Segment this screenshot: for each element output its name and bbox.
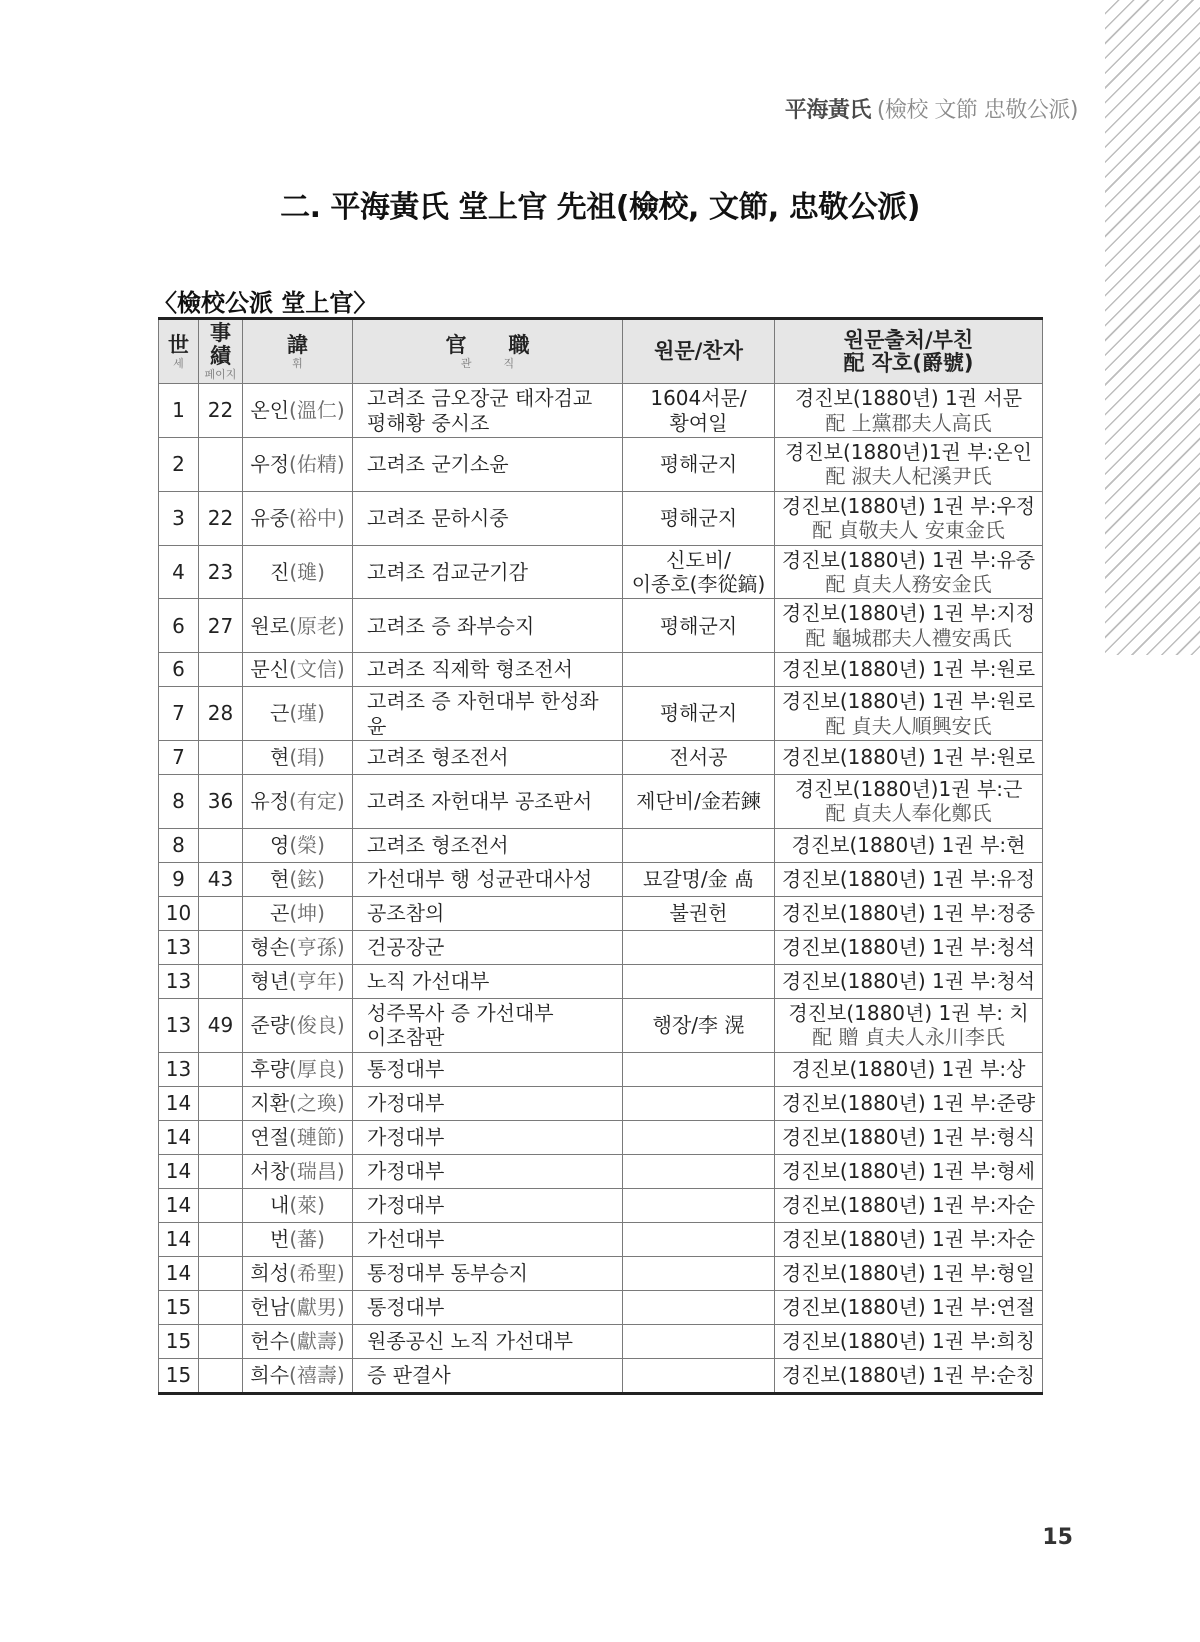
cell-generation: 2 xyxy=(159,438,199,492)
name-hangul: 준량 xyxy=(250,1012,290,1037)
name-hangul: 현 xyxy=(270,745,290,770)
source-text: 경진보(1880년) 1권 부:정중 xyxy=(781,901,1036,926)
cell-generation: 7 xyxy=(159,687,199,741)
table-row xyxy=(159,545,1043,599)
name-hanja: (之瑍) xyxy=(289,1090,345,1115)
cell-office: 가정대부 xyxy=(353,1120,623,1154)
cell-page: 49 xyxy=(199,998,243,1052)
cell-page xyxy=(199,896,243,930)
source-text: 경진보(1880년) 1권 부: 치 xyxy=(788,1000,1029,1025)
table-row xyxy=(159,896,1043,930)
cell-office: 통정대부 동부승지 xyxy=(353,1256,623,1290)
source-text: 경진보(1880년) 1권 부:상 xyxy=(791,1056,1026,1081)
name-hanja: (獻壽) xyxy=(289,1328,345,1353)
cell-source xyxy=(775,599,1043,653)
cell-office: 고려조 직제학 형조전서 xyxy=(353,653,623,687)
name-hanja: (亨年) xyxy=(289,969,345,994)
name-hangul: 영 xyxy=(270,833,290,858)
cell-generation: 6 xyxy=(159,653,199,687)
table-row xyxy=(159,491,1043,545)
name-hanja: (俊良) xyxy=(289,1012,345,1037)
source-text: 경진보(1880년) 1권 부:청석 xyxy=(781,969,1036,994)
cell-page xyxy=(199,1290,243,1324)
name-hanja: (獻男) xyxy=(289,1294,345,1319)
name-hanja: (璡) xyxy=(289,559,325,584)
cell-generation: 8 xyxy=(159,774,199,828)
source-text: 경진보(1880년)1권 부:근 xyxy=(794,776,1023,801)
cell-author: 평해군지 xyxy=(623,491,775,545)
name-hanja: (榮) xyxy=(289,833,325,858)
cell-source xyxy=(775,687,1043,741)
cell-name xyxy=(243,1290,353,1324)
cell-source xyxy=(775,1154,1043,1188)
name-hanja: (鉉) xyxy=(289,867,325,892)
cell-author xyxy=(623,1222,775,1256)
source-text: 경진보(1880년)1권 부:온인 xyxy=(785,440,1032,465)
cell-generation: 4 xyxy=(159,545,199,599)
source-text: 경진보(1880년) 1권 부:형식 xyxy=(781,1124,1036,1149)
cell-name xyxy=(243,491,353,545)
genealogy-table-container xyxy=(158,317,1042,1395)
page-title: 二. 平海黃氏 堂上官 先祖(檢校, 文節, 忠敬公派) xyxy=(280,190,920,225)
name-hangul: 우정 xyxy=(250,452,290,477)
table-row xyxy=(159,1086,1043,1120)
cell-name xyxy=(243,1358,353,1393)
table-row xyxy=(159,930,1043,964)
name-hanja: (原老) xyxy=(289,613,345,638)
cell-source xyxy=(775,653,1043,687)
source-text: 경진보(1880년) 1권 부:유중 xyxy=(781,547,1036,572)
name-hangul: 문신 xyxy=(250,657,290,682)
cell-page xyxy=(199,1324,243,1358)
cell-generation: 14 xyxy=(159,1256,199,1290)
cell-name xyxy=(243,828,353,862)
cell-source xyxy=(775,896,1043,930)
cell-page xyxy=(199,828,243,862)
cell-page xyxy=(199,930,243,964)
cell-author: 1604서문/ 황여일 xyxy=(623,384,775,438)
cell-office: 가정대부 xyxy=(353,1188,623,1222)
table-row xyxy=(159,653,1043,687)
cell-author: 평해군지 xyxy=(623,599,775,653)
cell-office: 고려조 군기소윤 xyxy=(353,438,623,492)
cell-generation: 13 xyxy=(159,998,199,1052)
cell-author: 평해군지 xyxy=(623,687,775,741)
table-row xyxy=(159,1154,1043,1188)
table-row xyxy=(159,774,1043,828)
name-hanja: (瑾) xyxy=(289,701,325,726)
cell-name xyxy=(243,1120,353,1154)
decorative-stripes xyxy=(1105,0,1200,655)
name-hangul: 곤 xyxy=(270,901,290,926)
source-text: 경진보(1880년) 1권 부:자순 xyxy=(781,1192,1036,1217)
name-hangul: 연절 xyxy=(250,1124,290,1149)
source-text: 경진보(1880년) 1권 부:자순 xyxy=(781,1226,1036,1251)
cell-name xyxy=(243,740,353,774)
cell-page xyxy=(199,1086,243,1120)
source-text: 경진보(1880년) 1권 부:현 xyxy=(791,833,1026,858)
name-hanja: (亨孫) xyxy=(289,935,345,960)
name-hangul: 형손 xyxy=(250,935,290,960)
table-row xyxy=(159,964,1043,998)
cell-page: 22 xyxy=(199,384,243,438)
cell-source xyxy=(775,1256,1043,1290)
name-hanja: (萊) xyxy=(289,1192,325,1217)
cell-author: 행장/李 滉 xyxy=(623,998,775,1052)
cell-office: 고려조 금오장군 태자검교 평해황 중시조 xyxy=(353,384,623,438)
table-row xyxy=(159,438,1043,492)
cell-name xyxy=(243,896,353,930)
cell-generation: 14 xyxy=(159,1086,199,1120)
spouse-text: 配 龜城郡夫人禮安禹氏 xyxy=(805,625,1012,650)
cell-generation: 13 xyxy=(159,964,199,998)
name-hangul: 지환 xyxy=(250,1090,290,1115)
cell-page: 43 xyxy=(199,862,243,896)
cell-source xyxy=(775,1324,1043,1358)
cell-source xyxy=(775,1052,1043,1086)
table-row xyxy=(159,687,1043,741)
cell-name xyxy=(243,862,353,896)
cell-name xyxy=(243,1256,353,1290)
cell-author xyxy=(623,1086,775,1120)
table-row xyxy=(159,384,1043,438)
header-office: 官職 관직 xyxy=(353,319,623,384)
cell-name xyxy=(243,930,353,964)
cell-page: 22 xyxy=(199,491,243,545)
cell-author xyxy=(623,1358,775,1393)
source-text: 경진보(1880년) 1권 부:연절 xyxy=(781,1294,1036,1319)
source-text: 경진보(1880년) 1권 부:준량 xyxy=(781,1090,1036,1115)
cell-office: 원종공신 노직 가선대부 xyxy=(353,1324,623,1358)
table-header-row xyxy=(159,319,1043,384)
name-hanja: (瑞昌) xyxy=(289,1158,345,1183)
section-label: 〈檢校公派 堂上官〉 xyxy=(153,289,378,317)
cell-name xyxy=(243,1154,353,1188)
name-hanja: (蕃) xyxy=(289,1226,325,1251)
source-text: 경진보(1880년) 1권 부:순칭 xyxy=(781,1362,1036,1387)
cell-source xyxy=(775,1290,1043,1324)
table-row xyxy=(159,1052,1043,1086)
source-text: 경진보(1880년) 1권 부:원로 xyxy=(781,657,1036,682)
cell-office: 가정대부 xyxy=(353,1154,623,1188)
cell-generation: 7 xyxy=(159,740,199,774)
cell-office: 성주목사 증 가선대부 이조참판 xyxy=(353,998,623,1052)
cell-generation: 3 xyxy=(159,491,199,545)
cell-office: 통정대부 xyxy=(353,1052,623,1086)
name-hanja: (裕中) xyxy=(289,506,345,531)
table-row xyxy=(159,828,1043,862)
cell-author: 제단비/金若鍊 xyxy=(623,774,775,828)
cell-office: 가선대부 xyxy=(353,1222,623,1256)
table-body xyxy=(159,384,1043,1393)
header-author: 원문/찬자 xyxy=(623,319,775,384)
cell-generation: 14 xyxy=(159,1154,199,1188)
name-hangul: 형년 xyxy=(250,969,290,994)
spouse-text: 配 貞敬夫人 安東金氏 xyxy=(812,518,1005,543)
table-row xyxy=(159,1188,1043,1222)
cell-author: 묘갈명/金 卨 xyxy=(623,862,775,896)
name-hanja: (禧壽) xyxy=(289,1362,345,1387)
cell-office: 가선대부 행 성균관대사성 xyxy=(353,862,623,896)
spouse-text: 配 貞夫人順興安氏 xyxy=(825,713,992,738)
cell-office: 고려조 문하시중 xyxy=(353,491,623,545)
cell-office: 통정대부 xyxy=(353,1290,623,1324)
cell-office: 고려조 형조전서 xyxy=(353,828,623,862)
cell-name xyxy=(243,1188,353,1222)
name-hangul: 내 xyxy=(270,1192,290,1217)
header-name: 諱 휘 xyxy=(243,319,353,384)
header-source: 원문출처/부친 配 작호(爵號) xyxy=(775,319,1043,384)
spouse-text: 配 上黨郡夫人高氏 xyxy=(825,410,992,435)
cell-office: 건공장군 xyxy=(353,930,623,964)
source-text: 경진보(1880년) 1권 부:희칭 xyxy=(781,1328,1036,1353)
cell-name xyxy=(243,653,353,687)
cell-page xyxy=(199,1188,243,1222)
cell-page xyxy=(199,740,243,774)
table-row xyxy=(159,1324,1043,1358)
source-text: 경진보(1880년) 1권 부:유정 xyxy=(781,867,1036,892)
cell-author: 전서공 xyxy=(623,740,775,774)
cell-generation: 14 xyxy=(159,1188,199,1222)
cell-author xyxy=(623,1256,775,1290)
name-hangul: 번 xyxy=(270,1226,290,1251)
cell-generation: 15 xyxy=(159,1290,199,1324)
cell-page: 23 xyxy=(199,545,243,599)
cell-source xyxy=(775,998,1043,1052)
running-header-sub: (檢校 文節 忠敬公派) xyxy=(876,98,1078,123)
name-hangul: 서창 xyxy=(250,1158,290,1183)
name-hangul: 후량 xyxy=(250,1056,290,1081)
source-text: 경진보(1880년) 1권 부:청석 xyxy=(781,935,1036,960)
name-hangul: 희성 xyxy=(250,1260,290,1285)
name-hangul: 헌수 xyxy=(250,1328,290,1353)
cell-author: 평해군지 xyxy=(623,438,775,492)
source-text: 경진보(1880년) 1권 부:형세 xyxy=(781,1158,1036,1183)
source-text: 경진보(1880년) 1권 부:형일 xyxy=(781,1260,1036,1285)
cell-name xyxy=(243,964,353,998)
cell-author xyxy=(623,930,775,964)
name-hanja: (佑精) xyxy=(289,452,345,477)
cell-office: 고려조 자헌대부 공조판서 xyxy=(353,774,623,828)
cell-page xyxy=(199,438,243,492)
name-hangul: 유정 xyxy=(250,789,290,814)
name-hangul: 원로 xyxy=(250,613,290,638)
cell-name xyxy=(243,998,353,1052)
spouse-text: 配 貞夫人務安金氏 xyxy=(825,572,992,597)
name-hangul: 헌남 xyxy=(250,1294,290,1319)
cell-name xyxy=(243,384,353,438)
name-hangul: 진 xyxy=(270,559,290,584)
name-hanja: (坤) xyxy=(289,901,325,926)
cell-author xyxy=(623,1154,775,1188)
cell-source xyxy=(775,491,1043,545)
cell-author: 신도비/ 이종호(李從鎬) xyxy=(623,545,775,599)
cell-author xyxy=(623,1290,775,1324)
source-text: 경진보(1880년) 1권 부:원로 xyxy=(781,745,1036,770)
cell-office: 고려조 검교군기감 xyxy=(353,545,623,599)
running-header-main: 平海黃氏 xyxy=(784,98,871,123)
cell-name xyxy=(243,438,353,492)
cell-source xyxy=(775,438,1043,492)
running-header xyxy=(785,93,1078,124)
cell-source xyxy=(775,774,1043,828)
source-text: 경진보(1880년) 1권 부:지정 xyxy=(781,601,1036,626)
name-hangul: 유중 xyxy=(250,506,290,531)
name-hangul: 근 xyxy=(270,701,290,726)
cell-name xyxy=(243,1324,353,1358)
table-row xyxy=(159,1120,1043,1154)
name-hangul: 온인 xyxy=(250,398,290,423)
spouse-text: 配 貞夫人奉化鄭氏 xyxy=(825,801,992,826)
page-number: 15 xyxy=(1042,1525,1073,1550)
cell-page xyxy=(199,1052,243,1086)
cell-page: 36 xyxy=(199,774,243,828)
name-hanja: (厚良) xyxy=(289,1056,345,1081)
cell-generation: 13 xyxy=(159,930,199,964)
genealogy-table xyxy=(158,317,1043,1395)
cell-generation: 14 xyxy=(159,1120,199,1154)
table-row xyxy=(159,1256,1043,1290)
table-row xyxy=(159,998,1043,1052)
cell-office: 고려조 증 자헌대부 한성좌윤 xyxy=(353,687,623,741)
cell-page: 28 xyxy=(199,687,243,741)
cell-source xyxy=(775,828,1043,862)
cell-source xyxy=(775,1358,1043,1393)
cell-author xyxy=(623,1188,775,1222)
cell-page xyxy=(199,1358,243,1393)
cell-page xyxy=(199,653,243,687)
cell-name xyxy=(243,774,353,828)
cell-source xyxy=(775,964,1043,998)
name-hanja: (文信) xyxy=(289,657,345,682)
cell-generation: 13 xyxy=(159,1052,199,1086)
table-row xyxy=(159,740,1043,774)
name-hanja: (璉節) xyxy=(289,1124,345,1149)
cell-office: 고려조 증 좌부승지 xyxy=(353,599,623,653)
cell-office: 고려조 형조전서 xyxy=(353,740,623,774)
cell-generation: 15 xyxy=(159,1324,199,1358)
cell-author xyxy=(623,653,775,687)
cell-name xyxy=(243,1052,353,1086)
table-row xyxy=(159,862,1043,896)
cell-generation: 10 xyxy=(159,896,199,930)
name-hanja: (希聖) xyxy=(289,1260,345,1285)
cell-page xyxy=(199,1120,243,1154)
name-hangul: 현 xyxy=(270,867,290,892)
cell-generation: 15 xyxy=(159,1358,199,1393)
cell-source xyxy=(775,740,1043,774)
header-generation: 世 세 xyxy=(159,319,199,384)
cell-generation: 9 xyxy=(159,862,199,896)
table-row xyxy=(159,1222,1043,1256)
cell-source xyxy=(775,1188,1043,1222)
table-row xyxy=(159,599,1043,653)
spouse-text: 配 贈 貞夫人永川李氏 xyxy=(812,1025,1005,1050)
cell-page xyxy=(199,1154,243,1188)
cell-generation: 6 xyxy=(159,599,199,653)
cell-name xyxy=(243,599,353,653)
table-row xyxy=(159,1290,1043,1324)
cell-office: 공조참의 xyxy=(353,896,623,930)
cell-source xyxy=(775,930,1043,964)
name-hangul: 희수 xyxy=(250,1362,290,1387)
cell-author xyxy=(623,964,775,998)
cell-office: 증 판결사 xyxy=(353,1358,623,1393)
source-text: 경진보(1880년) 1권 서문 xyxy=(794,386,1023,411)
header-page: 事績 페이지 xyxy=(199,319,243,384)
cell-office: 노직 가선대부 xyxy=(353,964,623,998)
name-hanja: (溫仁) xyxy=(289,398,345,423)
cell-author: 불권헌 xyxy=(623,896,775,930)
cell-source xyxy=(775,1222,1043,1256)
table-row xyxy=(159,1358,1043,1393)
cell-name xyxy=(243,1222,353,1256)
cell-page xyxy=(199,1222,243,1256)
cell-source xyxy=(775,862,1043,896)
spouse-text: 配 淑夫人杞溪尹氏 xyxy=(825,464,992,489)
cell-generation: 1 xyxy=(159,384,199,438)
cell-source xyxy=(775,1120,1043,1154)
cell-author xyxy=(623,1324,775,1358)
cell-generation: 14 xyxy=(159,1222,199,1256)
cell-office: 가정대부 xyxy=(353,1086,623,1120)
cell-author xyxy=(623,828,775,862)
cell-source xyxy=(775,545,1043,599)
cell-generation: 8 xyxy=(159,828,199,862)
cell-page xyxy=(199,1256,243,1290)
cell-author xyxy=(623,1052,775,1086)
cell-source xyxy=(775,384,1043,438)
cell-page: 27 xyxy=(199,599,243,653)
cell-author xyxy=(623,1120,775,1154)
cell-name xyxy=(243,545,353,599)
name-hanja: (琄) xyxy=(289,745,325,770)
name-hanja: (有定) xyxy=(289,789,345,814)
cell-name xyxy=(243,687,353,741)
source-text: 경진보(1880년) 1권 부:원로 xyxy=(781,689,1036,714)
cell-source xyxy=(775,1086,1043,1120)
cell-page xyxy=(199,964,243,998)
source-text: 경진보(1880년) 1권 부:우정 xyxy=(781,493,1036,518)
cell-name xyxy=(243,1086,353,1120)
